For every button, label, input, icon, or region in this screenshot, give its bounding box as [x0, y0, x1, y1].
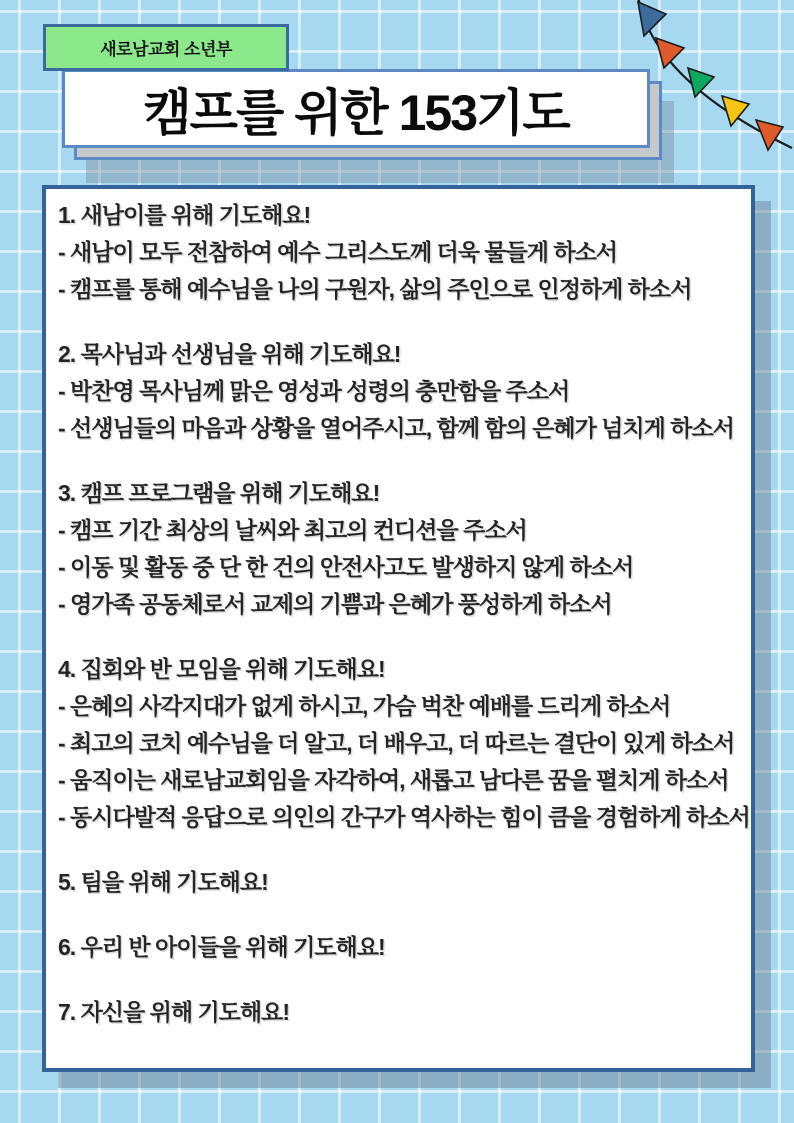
page-title: 캠프를 위한 153기도: [143, 84, 569, 141]
group-badge-label: 새로남교회 소년부: [100, 40, 232, 59]
prayer-line: - 최고의 코치 예수님을 더 알고, 더 배우고, 더 따르는 결단이 있게 하소서: [58, 730, 735, 756]
section-heading: 4. 집회와 반 모임을 위해 기도해요!: [58, 656, 385, 682]
prayer-section-1: [58, 197, 739, 308]
prayer-line: - 박찬영 목사님께 맑은 영성과 성령의 충만함을 주소서: [58, 378, 570, 404]
flag-orange2-icon: [756, 120, 783, 150]
prayer-line: - 캠프 기간 최상의 날씨와 최고의 컨디션을 주소서: [58, 517, 527, 543]
prayer-section-7: [58, 994, 739, 1031]
prayer-list-card: [42, 185, 755, 1072]
prayer-line: - 은혜의 사각지대가 없게 하시고, 가슴 벅찬 예배를 드리게 하소서: [58, 693, 671, 719]
flag-orange-icon: [656, 38, 684, 68]
title-card: [62, 69, 650, 148]
prayer-section-6: [58, 929, 739, 966]
section-heading: 5. 팀을 위해 기도해요!: [58, 869, 268, 895]
section-heading: 2. 목사님과 선생님을 위해 기도해요!: [58, 341, 401, 367]
section-heading: 1. 새남이를 위해 기도해요!: [58, 202, 311, 228]
prayer-section-4: [58, 651, 750, 836]
prayer-line: - 캠프를 통해 예수님을 나의 구원자, 삶의 주인으로 인정하게 하소서: [58, 276, 692, 302]
prayer-line: - 동시다발적 응답으로 의인의 간구가 역사하는 힘이 큼을 경험하게 하소서: [58, 804, 750, 830]
prayer-line: - 이동 및 활동 중 단 한 건의 안전사고도 발생하지 않게 하소서: [58, 554, 634, 580]
prayer-line: - 새남이 모두 전참하여 예수 그리스도께 더욱 물들게 하소서: [58, 239, 618, 265]
group-badge: [43, 24, 289, 71]
prayer-section-2: [58, 336, 739, 447]
prayer-section-5: [58, 864, 739, 901]
section-heading: 3. 캠프 프로그램을 위해 기도해요!: [58, 480, 380, 506]
section-heading: 6. 우리 반 아이들을 위해 기도해요!: [58, 934, 385, 960]
bunting-flags-icon: [622, 0, 794, 162]
flag-blue-icon: [638, 2, 666, 36]
prayer-line: - 선생님들의 마음과 상황을 열어주시고, 함께 함의 은혜가 넘치게 하소서: [58, 415, 734, 441]
prayer-line: - 움직이는 새로남교회임을 자각하여, 새롭고 남다른 꿈을 펼치게 하소서: [58, 767, 729, 793]
section-heading: 7. 자신을 위해 기도해요!: [58, 999, 289, 1025]
prayer-section-3: [58, 475, 739, 623]
prayer-line: - 영가족 공동체로서 교제의 기쁨과 은혜가 풍성하게 하소서: [58, 591, 612, 617]
